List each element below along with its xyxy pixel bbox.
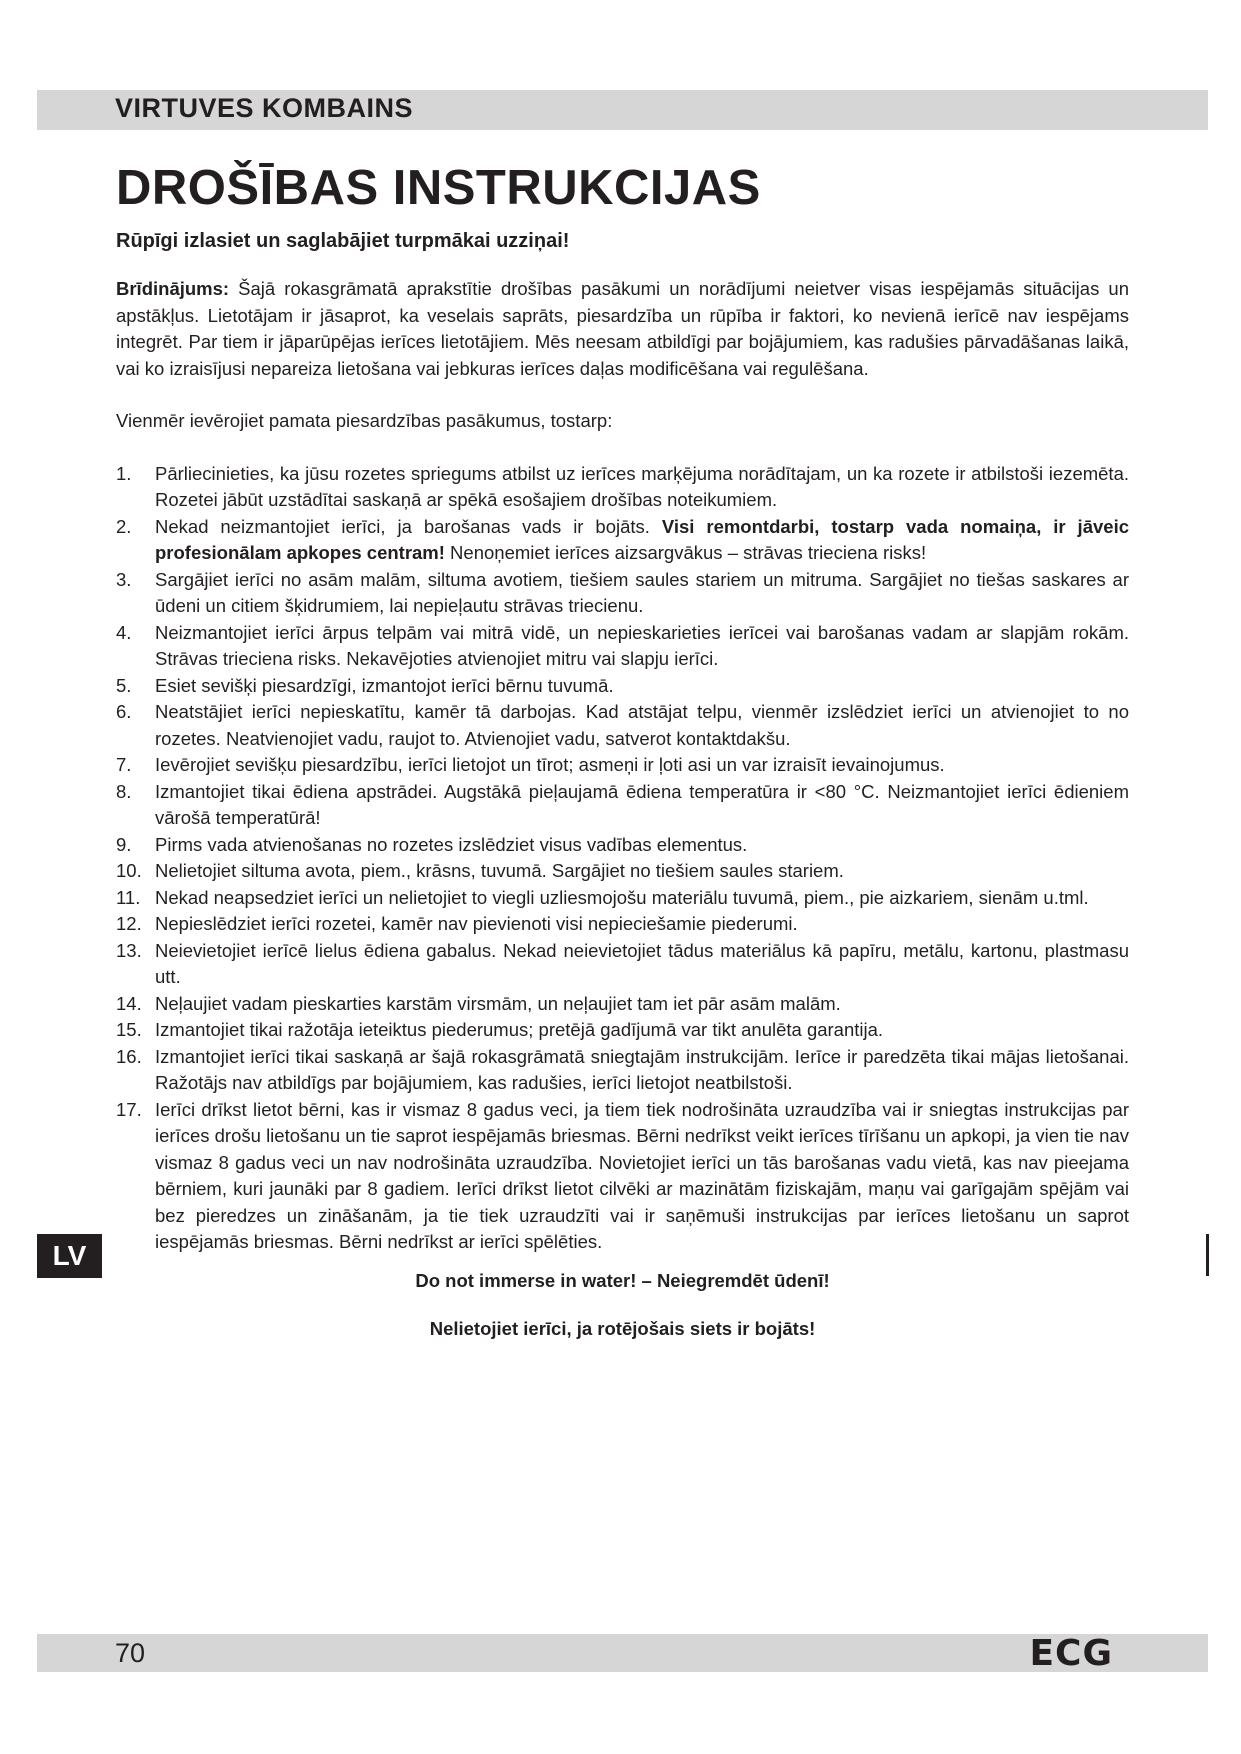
item-text: Pirms vada atvienošanas no rozetes izslēdziet visus vadības elementus. (155, 833, 748, 855)
list-item (116, 938, 1129, 991)
item-number: 15. (116, 1019, 142, 1040)
item-text: Izmantojiet tikai ražotāja ieteiktus piederumus; pretējā gadījumā var tikt anulēta garantija. (155, 1019, 884, 1040)
item-text-after: Nenoņemiet ierīces aizsargvākus – strāvas trieciena risks! (444, 542, 927, 563)
list-item (116, 673, 1129, 700)
footer-bar (37, 1634, 1208, 1672)
item-number: 7. (116, 754, 132, 775)
immerse-warning: Do not immerse in water! – Neiegremdēt ūdenī! (415, 1269, 830, 1291)
item-number: 1. (116, 462, 132, 484)
ecg-logo: ECG (1029, 1633, 1113, 1674)
list-item (116, 567, 1129, 620)
list-item (116, 858, 1129, 885)
list-item (116, 779, 1129, 832)
list-item (116, 1017, 1129, 1044)
list-item (116, 885, 1129, 912)
item-text: Neizmantojiet ierīci ārpus telpām vai mitrā vidē, un nepieskarieties ierīcei vai barošanas vadam ar slapjām rokām. Strāvas trieciena risks. Nekavējoties atvienojiet mitru vai slapju ierīci. (155, 621, 1129, 669)
instructions-content (116, 276, 1129, 1365)
item-text: Ievērojiet sevišķu piesardzību, ierīci lietojot un tīrot; asmeņi ir ļoti asi un var izraisīt ievainojumus. (155, 754, 945, 775)
section-title: VIRTUVES KOMBAINS (115, 93, 414, 123)
page-number: 70 (115, 1638, 146, 1668)
side-margin-mark (1206, 1234, 1209, 1276)
safety-rules-list (116, 461, 1129, 1256)
list-item (116, 832, 1129, 859)
item-number: 10. (116, 860, 142, 881)
item-number: 6. (116, 701, 132, 722)
item-number: 11. (116, 886, 141, 908)
item-text: Neļaujiet vadam pieskarties karstām virsmām, un neļaujiet tam iet pār asām malām. (155, 992, 841, 1014)
item-text: Nekad neizmantojiet ierīci, ja barošanas vads ir bojāts. (155, 515, 662, 537)
item-text: Pārliecinieties, ka jūsu rozetes spriegums atbilst uz ierīces marķējuma norādītajam, un ka rozete ir atbilstoši iezemēta. Rozetei jābūt uzstādītai saskaņā ar spēkā esošajiem drošības noteikumiem. (155, 462, 1129, 510)
list-item (116, 752, 1129, 779)
page-title: DROŠĪBAS INSTRUKCIJAS (116, 161, 761, 215)
list-item (116, 991, 1129, 1018)
item-number: 14. (116, 992, 142, 1014)
item-text: Nekad neapsedziet ierīci un nelietojiet to viegli uzliesmojošu materiālu tuvumā, piem., pie aizkariem, sienām u.tml. (155, 886, 1089, 908)
item-text: Izmantojiet ierīci tikai saskaņā ar šajā rokasgrāmatā sniegtajām instrukcijām. Ierīce ir paredzēta tikai mājas lietošanai. Ražotājs nav atbildīgs par bojājumiem, kas radušies, ierīci lietojot neatbilstoši. (155, 1045, 1129, 1093)
warning-paragraph (116, 276, 1129, 382)
item-text: Neatstājiet ierīci nepieskatītu, kamēr tā darbojas. Kad atstājat telpu, vienmēr izslēdziet ierīci un atvienojiet to no rozetes. Neatvienojiet vadu, raujot to. Atvienojiet vadu, satverot kontaktdakšu. (155, 701, 1129, 749)
list-item (116, 1044, 1129, 1097)
item-text: Izmantojiet tikai ēdiena apstrādei. Augstākā pieļaujamā ēdiena temperatūra ir <80 °C. Neizmantojiet ierīci ēdieniem vārošā temperatūrā! (155, 780, 1129, 828)
item-text: Nelietojiet siltuma avota, piem., krāsns, tuvumā. Sargājiet no tiešiem saules stariem. (155, 860, 844, 881)
item-number: 5. (116, 674, 132, 696)
item-number: 16. (116, 1045, 142, 1067)
list-item (116, 514, 1129, 567)
list-item (116, 461, 1129, 514)
item-text: Esiet sevišķi piesardzīgi, izmantojot ierīci bērnu tuvumā. (155, 674, 614, 696)
notes (116, 1268, 1129, 1343)
list-item (116, 620, 1129, 673)
item-text: Ierīci drīkst lietot bērni, kas ir vismaz 8 gadus veci, ja tiem tiek nodrošināta uzraudzība vai ir sniegtas instrukcijas par ierīces drošu lietošanu un tie saprot iespējamās briesmas. Bērni nedrīkst veikt ierīces tīrīšanu un apkopi, ja vien tie nav vismaz 8 gadus veci un nav nodrošināta uzraudzība. Novietojiet ierīci un tās barošanas vadu vietā, kas nav pieejama bērniem, kuri jaunāki par 8 gadiem. Ierīci drīkst lietot cilvēki ar mazinātām fiziskajām, maņu vai garīgajām spējām vai bez pieredzes un zināšanām, ja tie tiek uzraudzīti vai ir saņēmuši instrukcijas par ierīces lietošanu un saprot iespējamās briesmas. Bērni nedrīkst ar ierīci spēlēties. (155, 1098, 1129, 1252)
warning-text: Šajā rokasgrāmatā aprakstītie drošības pasākumi un norādījumi neietver visas iespējamās situācijas un apstākļus. Lietotājam ir jāsaprot, ka veselais saprāts, piesardzība un rūpība ir faktori, ko nevienā ierīcē nav iespējams integrēt. Par tiem ir jāparūpējas ierīces lietotājiem. Mēs neesam atbildīgi par bojājumiem, kas radušies pārvadāšanas laikā, vai ko izraisījusi nepareiza lietošana vai jebkuras ierīces daļas modificēšana vai regulēšana. (116, 278, 1129, 379)
intro-text: Vienmēr ievērojiet pamata piesardzības pasākumus, tostarp: (116, 410, 613, 431)
list-item (116, 1097, 1129, 1256)
item-number: 2. (116, 515, 132, 537)
warning-label: Brīdinājums: (116, 278, 230, 299)
item-text: Nepieslēdziet ierīci rozetei, kamēr nav pievienoti visi nepieciešamie piederumi. (155, 913, 798, 934)
item-number: 12. (116, 913, 142, 934)
item-number: 17. (116, 1098, 142, 1120)
item-number: 8. (116, 780, 132, 802)
header-bar (37, 90, 1208, 130)
sieve-warning: Nelietojiet ierīci, ja rotējošais siets ir bojāts! (429, 1318, 816, 1339)
item-text: Sargājiet ierīci no asām malām, siltuma avotiem, tiešiem saules stariem un mitruma. Sargājiet no tiešas saskares ar ūdeni un citiem šķidrumiem, lai nepieļautu strāvas triecienu. (155, 568, 1129, 616)
item-text: Neievietojiet ierīcē lielus ēdiena gabalus. Nekad neievietojiet tādus materiālus kā papīru, metālu, kartonu, plastmasu utt. (155, 939, 1129, 987)
language-tab: LV (37, 1234, 102, 1278)
item-number: 9. (116, 833, 132, 855)
item-number: 3. (116, 568, 132, 590)
list-item (116, 911, 1129, 938)
item-text-bold: Visi remontdarbi, tostarp vada nomaiņa, ir jāveic profesionālam apkopes centram! (155, 515, 1129, 563)
subtitle: Rūpīgi izlasiet un saglabājiet turpmākai uzziņai! (116, 230, 570, 252)
item-number: 4. (116, 621, 132, 643)
item-number: 13. (116, 939, 142, 961)
list-item (116, 699, 1129, 752)
